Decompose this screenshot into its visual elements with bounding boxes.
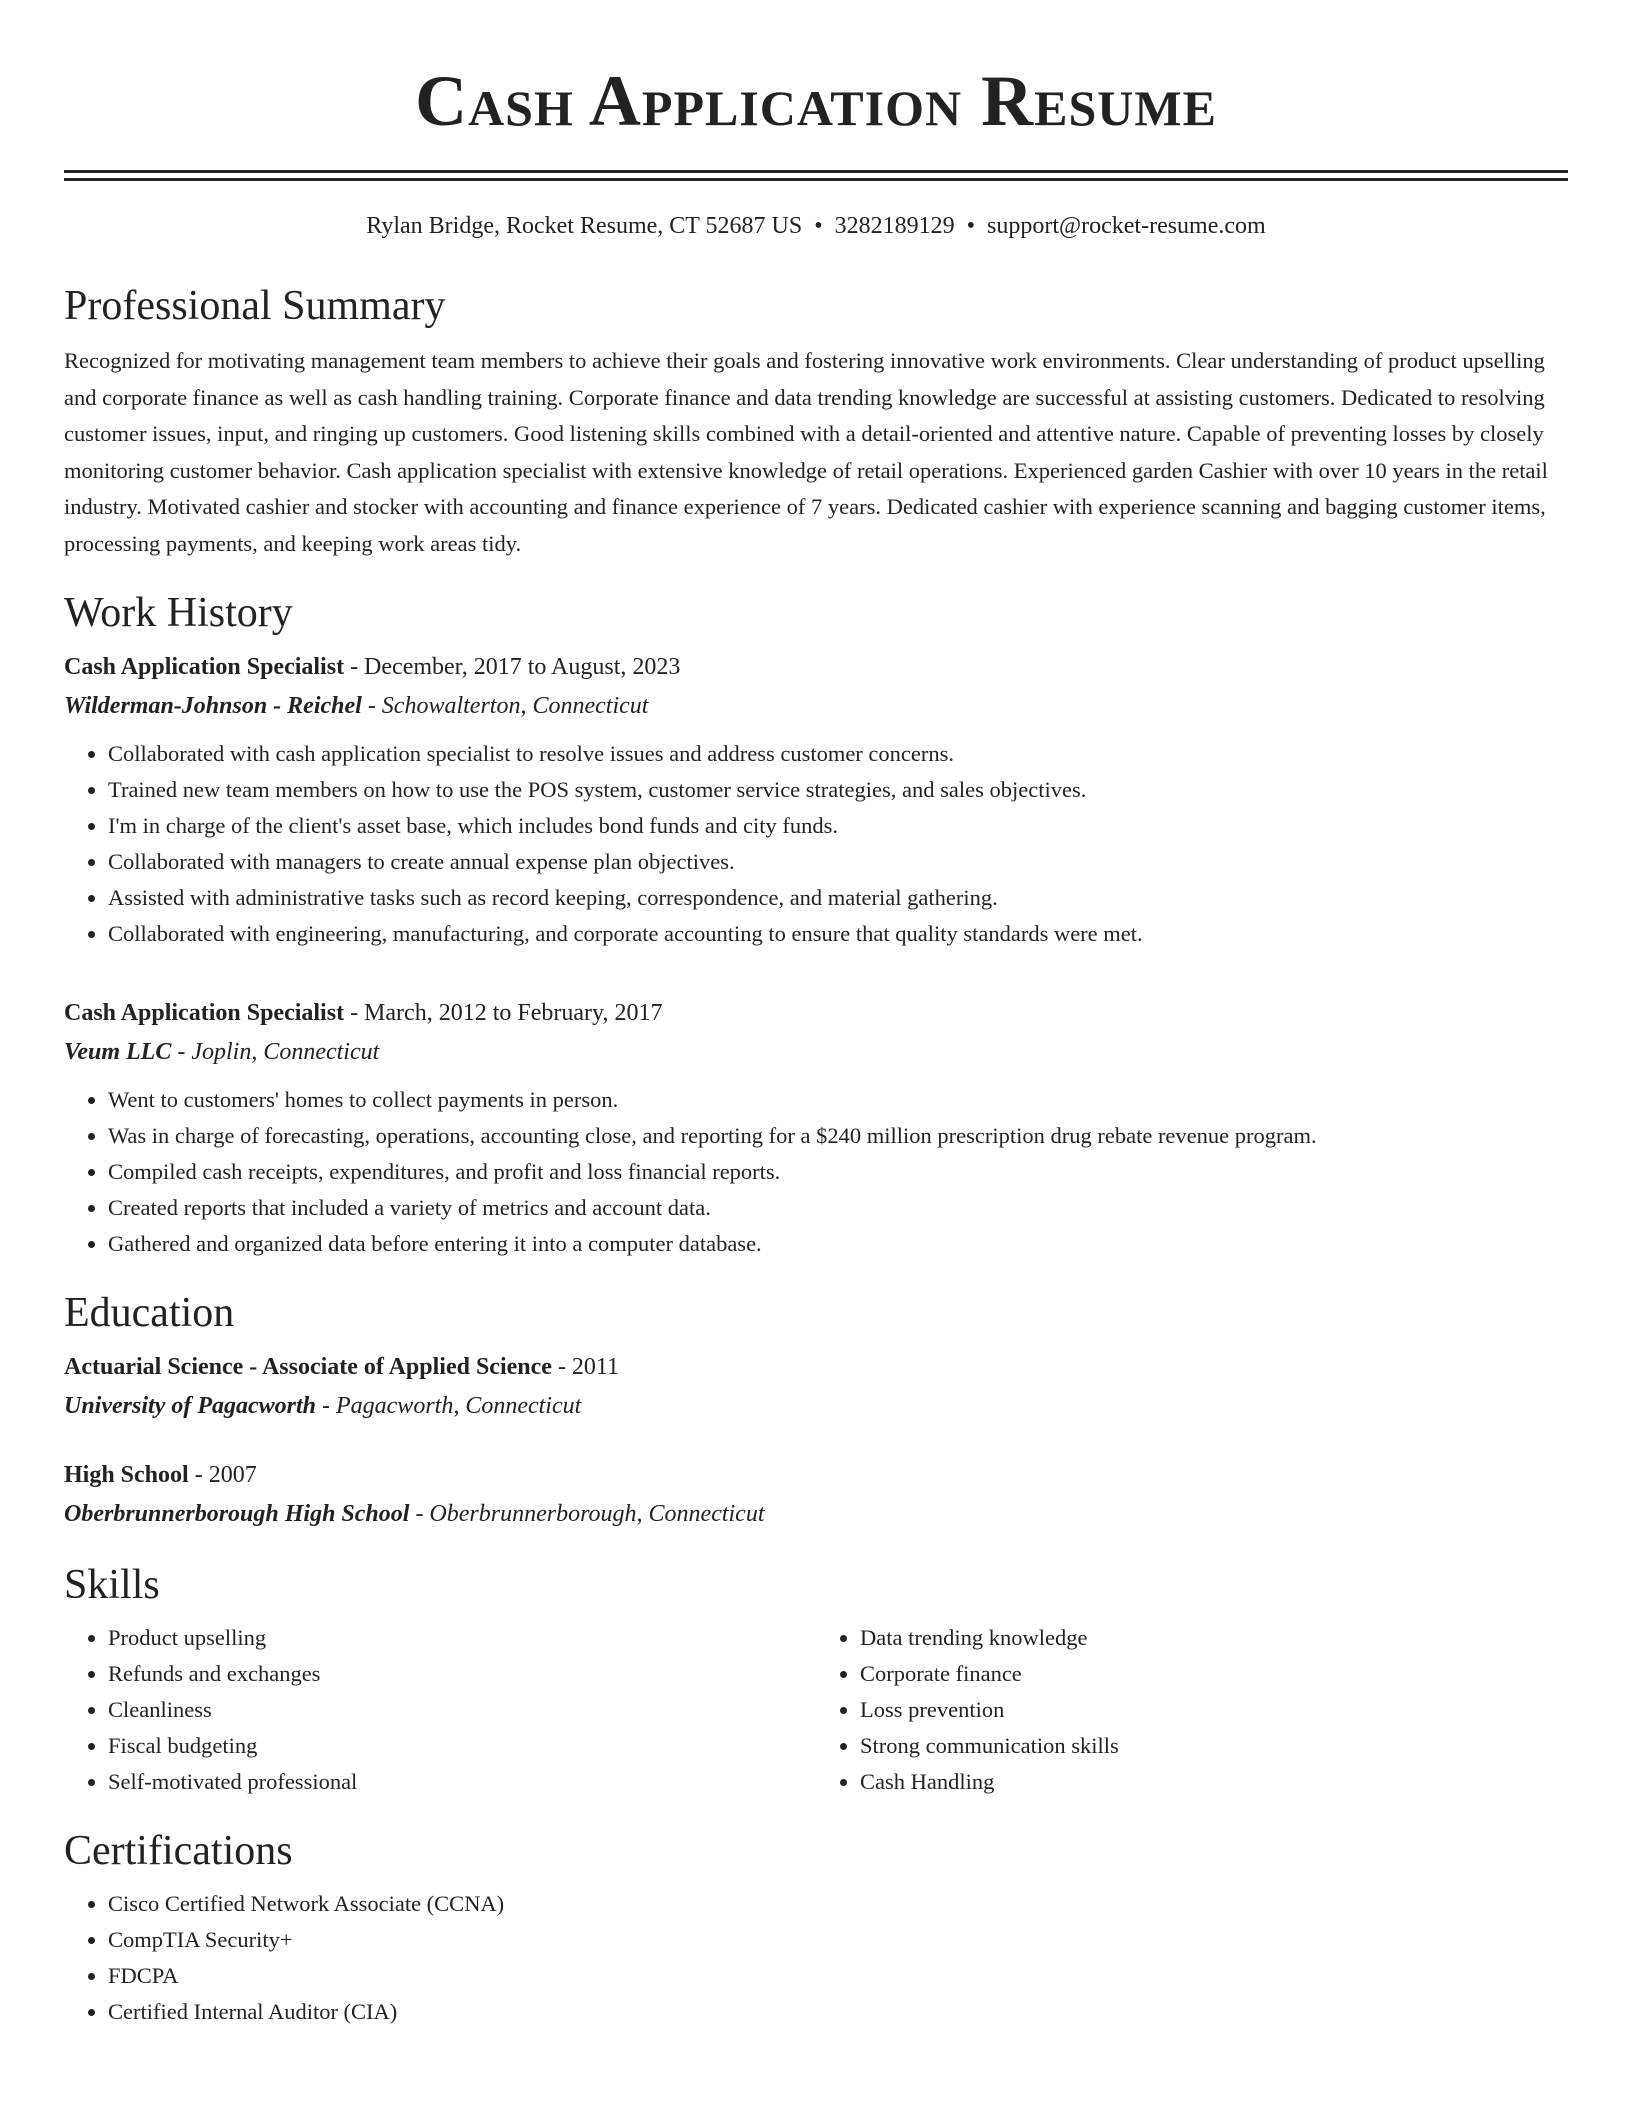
education-location: - Pagacworth, Connecticut: [316, 1393, 582, 1419]
job-duties-list: [64, 1082, 1568, 1262]
education-institution: [64, 1494, 1568, 1534]
list-item: • Gathered and organized data before entering it into a computer database.: [108, 1226, 1568, 1262]
contact-line: [64, 211, 1568, 241]
skills-list-left: [64, 1620, 816, 1800]
list-item: • Trained new team members on how to use the POS system, customer service strategies, and sales objectives.: [108, 772, 1568, 808]
job-entry: [64, 648, 1568, 952]
list-item: • Strong communication skills: [860, 1728, 1568, 1764]
list-item: • Refunds and exchanges: [108, 1656, 816, 1692]
job-employer: [64, 686, 1568, 726]
list-item: • Cleanliness: [108, 1692, 816, 1728]
education-entry: [64, 1348, 1568, 1426]
job-dates: - March, 2012 to February, 2017: [344, 1000, 663, 1026]
contact-email: support@rocket-resume.com: [987, 213, 1266, 239]
education-degree: Actuarial Science - Associate of Applied Science: [64, 1354, 552, 1380]
list-item: • I'm in charge of the client's asset base, which includes bond funds and city funds.: [108, 808, 1568, 844]
list-item: • Compiled cash receipts, expenditures, and profit and loss financial reports.: [108, 1154, 1568, 1190]
summary-heading: Professional Summary: [64, 283, 446, 329]
education-degree: High School: [64, 1462, 189, 1488]
list-item: • Data trending knowledge: [860, 1620, 1568, 1656]
certifications-list: [64, 1886, 1568, 2030]
contact-separator: •: [814, 213, 823, 239]
work-history-heading: Work History: [64, 590, 293, 636]
contact-address: Rylan Bridge, Rocket Resume, CT 52687 US: [366, 213, 803, 239]
job-header: [64, 648, 1568, 686]
education-entry: [64, 1456, 1568, 1534]
education-institution: [64, 1386, 1568, 1426]
contact-separator: •: [966, 213, 976, 239]
certifications-heading: Certifications: [64, 1828, 293, 1874]
list-item: • Fiscal budgeting: [108, 1728, 816, 1764]
list-item: • Corporate finance: [860, 1656, 1568, 1692]
job-dates: - December, 2017 to August, 2023: [344, 654, 681, 680]
list-item: • Loss prevention: [860, 1692, 1568, 1728]
education-header: [64, 1456, 1568, 1494]
resume-page: [64, 0, 1568, 2030]
list-item: • Product upselling: [108, 1620, 816, 1656]
job-employer: [64, 1032, 1568, 1072]
education-school: Oberbrunnerborough High School: [64, 1501, 410, 1527]
list-item: • Cisco Certified Network Associate (CCNA): [108, 1886, 1568, 1922]
list-item: • FDCPA: [108, 1958, 1568, 1994]
job-entry: [64, 994, 1568, 1262]
list-item: • Assisted with administrative tasks such as record keeping, correspondence, and material gathering.: [108, 880, 1568, 916]
job-title: Cash Application Specialist: [64, 654, 345, 680]
skills-columns: [64, 1620, 1568, 1800]
skills-heading: Skills: [64, 1562, 160, 1608]
list-item: • Collaborated with engineering, manufacturing, and corporate accounting to ensure that quality standards were met.: [108, 916, 1568, 952]
job-title: Cash Application Specialist: [64, 1000, 345, 1026]
list-item: • Collaborated with managers to create annual expense plan objectives.: [108, 844, 1568, 880]
job-company: Veum LLC: [64, 1039, 172, 1065]
skills-list-right: [816, 1620, 1568, 1800]
education-school: University of Pagacworth: [64, 1393, 316, 1419]
list-item: • Collaborated with cash application specialist to resolve issues and address customer concerns.: [108, 736, 1568, 772]
contact-phone: 3282189129: [834, 213, 955, 239]
education-year: - 2007: [188, 1462, 257, 1488]
list-item: • Went to customers' homes to collect payments in person.: [108, 1082, 1568, 1118]
job-duties-list: [64, 736, 1568, 952]
title-divider: [64, 170, 1568, 181]
list-item: • Was in charge of forecasting, operations, accounting close, and reporting for a $240 million prescription drug rebate revenue program.: [108, 1118, 1568, 1154]
education-year: - 2011: [551, 1354, 620, 1380]
education-header: [64, 1348, 1568, 1386]
list-item: • Self-motivated professional: [108, 1764, 816, 1800]
job-header: [64, 994, 1568, 1032]
education-heading: Education: [64, 1290, 235, 1336]
list-item: • Cash Handling: [860, 1764, 1568, 1800]
job-location: - Joplin, Connecticut: [171, 1039, 380, 1065]
job-company: Wilderman-Johnson - Reichel: [64, 693, 362, 719]
list-item: • Created reports that included a variety of metrics and account data.: [108, 1190, 1568, 1226]
education-location: - Oberbrunnerborough, Connecticut: [409, 1501, 765, 1527]
list-item: • Certified Internal Auditor (CIA): [108, 1994, 1568, 2030]
page-title: Cash Application Resume: [415, 61, 1217, 141]
summary-text: Recognized for motivating management team members to achieve their goals and fostering innovative work environments. Clear understanding of product upselling and corporate finance as well as cash handling training. Corporate finance and data trending knowledge are successful at assisting customers. Dedicated to resolving customer issues, input, and ringing up customers. Good listening skills combined with a detail-oriented and attentive nature. Capable of preventing losses by closely monitoring customer behavior. Cash application specialist with extensive knowledge of retail operations. Experienced garden Cashier with over 10 years in the retail industry. Motivated cashier and stocker with accounting and finance experience of 7 years. Dedicated cashier with experience scanning and bagging customer items, processing payments, and keeping work areas tidy.: [64, 348, 1548, 556]
list-item: • CompTIA Security+: [108, 1922, 1568, 1958]
job-location: - Schowalterton, Connecticut: [361, 693, 649, 719]
